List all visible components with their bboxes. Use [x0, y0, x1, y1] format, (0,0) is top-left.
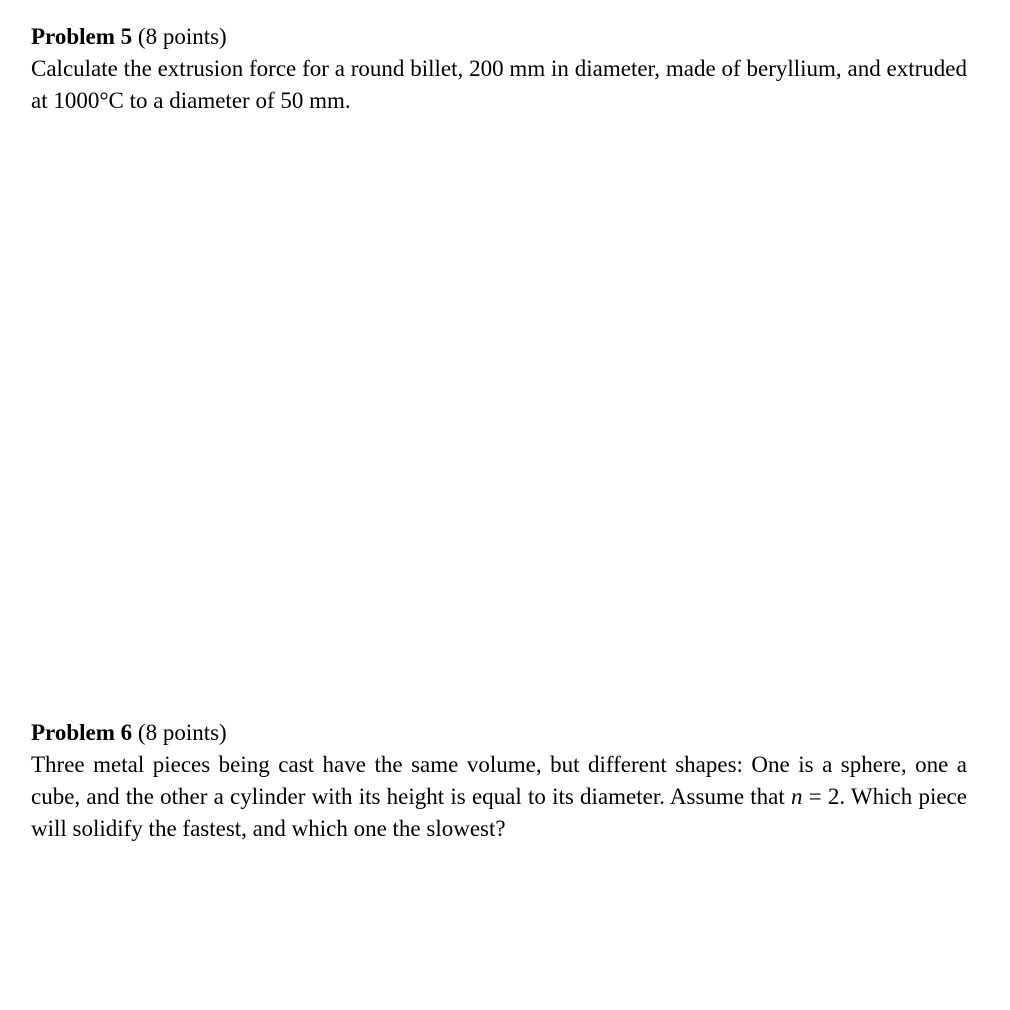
problem-5-text: Calculate the extrusion force for a round billet, 200 mm in diameter, made of beryllium, and extruded at 1000°C to a diameter of 50 mm. [31, 56, 967, 113]
problem-6-text [31, 749, 967, 845]
problem-6-title: Problem 6 [31, 720, 133, 745]
problem-6-text-end: = 2. Which piece will solidify the fastest, and which one the slowest? [31, 784, 967, 841]
problem-6-variable: n [790, 784, 803, 809]
problem-6 [31, 717, 967, 845]
problem-6-text-start: Three metal pieces being cast have the same volume, but different shapes: One is a sphere, one a cube, and the other a cylinder with its height is equal to its diameter. Assume that [31, 752, 967, 809]
problem-5-heading [31, 21, 967, 53]
problem-5 [31, 21, 967, 117]
problem-6-points: (8 points) [137, 720, 227, 745]
problem-5-title: Problem 5 [31, 24, 133, 49]
problem-5-points: (8 points) [137, 24, 227, 49]
problem-6-heading [31, 717, 967, 749]
